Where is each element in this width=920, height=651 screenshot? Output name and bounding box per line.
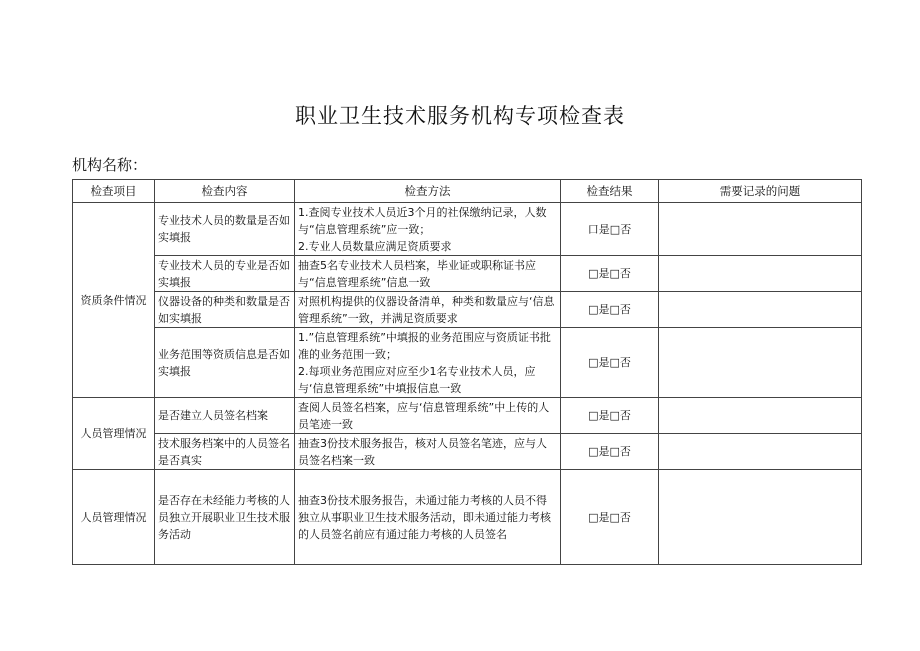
method-line: 抽查3份技术服务报告，核对人员签名笔迹，应与人员签名档案一致 bbox=[298, 436, 547, 467]
category-cell: 人员管理情况 bbox=[73, 470, 155, 565]
result-cell[interactable]: □是□否 bbox=[561, 470, 659, 565]
inspection-table bbox=[72, 179, 862, 565]
content-cell: 业务范围等资质信息是否如实填报 bbox=[155, 328, 295, 398]
method-cell bbox=[295, 256, 561, 292]
content-cell: 专业技术人员的专业是否如实填报 bbox=[155, 256, 295, 292]
header-row bbox=[73, 180, 862, 203]
result-cell[interactable]: □是□否 bbox=[561, 434, 659, 470]
method-line: 1.”信息管理系统”中填报的业务范围应与资质证书批准的业务范围一致； bbox=[298, 330, 551, 361]
method-line: 2.每项业务范围应对应至少1名专业技术人员，应与‘信息管理系统”中填报信息一致 bbox=[298, 364, 536, 395]
table-row bbox=[73, 203, 862, 256]
method-cell bbox=[295, 292, 561, 328]
header-check-item: 检查项目 bbox=[73, 180, 155, 203]
table-row bbox=[73, 470, 862, 565]
table-row bbox=[73, 256, 862, 292]
issue-cell[interactable] bbox=[659, 470, 862, 565]
method-line: 查阅人员签名档案，应与‘信息管理系统”中上传的人员笔迹一致 bbox=[298, 400, 550, 431]
method-cell bbox=[295, 328, 561, 398]
table-row bbox=[73, 434, 862, 470]
issue-cell[interactable] bbox=[659, 203, 862, 256]
header-check-content: 检查内容 bbox=[155, 180, 295, 203]
content-cell: 是否建立人员签名档案 bbox=[155, 398, 295, 434]
content-cell: 仪器设备的种类和数量是否如实填报 bbox=[155, 292, 295, 328]
method-cell bbox=[295, 398, 561, 434]
header-issues: 需要记录的问题 bbox=[659, 180, 862, 203]
issue-cell[interactable] bbox=[659, 328, 862, 398]
header-check-result: 检查结果 bbox=[561, 180, 659, 203]
form-title: 职业卫生技术服务机构专项检查表 bbox=[295, 104, 625, 128]
result-cell[interactable]: □是□否 bbox=[561, 398, 659, 434]
method-cell bbox=[295, 470, 561, 565]
issue-cell[interactable] bbox=[659, 256, 862, 292]
method-line: 2.专业人员数量应满足资质要求 bbox=[298, 239, 452, 253]
table-row bbox=[73, 328, 862, 398]
issue-cell[interactable] bbox=[659, 434, 862, 470]
header-check-method: 检查方法 bbox=[295, 180, 561, 203]
method-line: 对照机构提供的仪器设备清单，种类和数量应与‘信息管理系统”一致，并满足资质要求 bbox=[298, 294, 555, 325]
method-line: 抽查5名专业技术人员档案，毕业证或职称证书应与“信息管理系统”信息一致 bbox=[298, 258, 536, 289]
result-cell[interactable]: □是□否 bbox=[561, 328, 659, 398]
method-line: 1.查阅专业技术人员近3个月的社保缴纳记录，人数与“信息管理系统”应一致； bbox=[298, 205, 547, 236]
org-name-label: 机构名称： bbox=[72, 156, 148, 174]
result-cell[interactable]: 口是□否 bbox=[561, 203, 659, 256]
category-cell: 资质条件情况 bbox=[73, 203, 155, 398]
result-cell[interactable]: □是□否 bbox=[561, 256, 659, 292]
category-cell: 人员管理情况 bbox=[73, 398, 155, 470]
method-cell bbox=[295, 203, 561, 256]
content-cell: 专业技术人员的数量是否如实填报 bbox=[155, 203, 295, 256]
issue-cell[interactable] bbox=[659, 292, 862, 328]
content-cell: 技术服务档案中的人员签名是否真实 bbox=[155, 434, 295, 470]
issue-cell[interactable] bbox=[659, 398, 862, 434]
result-cell[interactable]: □是□否 bbox=[561, 292, 659, 328]
table-row bbox=[73, 292, 862, 328]
content-cell: 是否存在未经能力考核的人员独立开展职业卫生技术服务活动 bbox=[155, 470, 295, 565]
method-cell bbox=[295, 434, 561, 470]
method-line: 抽查3份技术服务报告，未通过能力考核的人员不得独立从事职业卫生技术服务活动，即未通过能力考核的人员签名前应有通过能力考核的人员签名 bbox=[298, 493, 551, 541]
table-row bbox=[73, 398, 862, 434]
